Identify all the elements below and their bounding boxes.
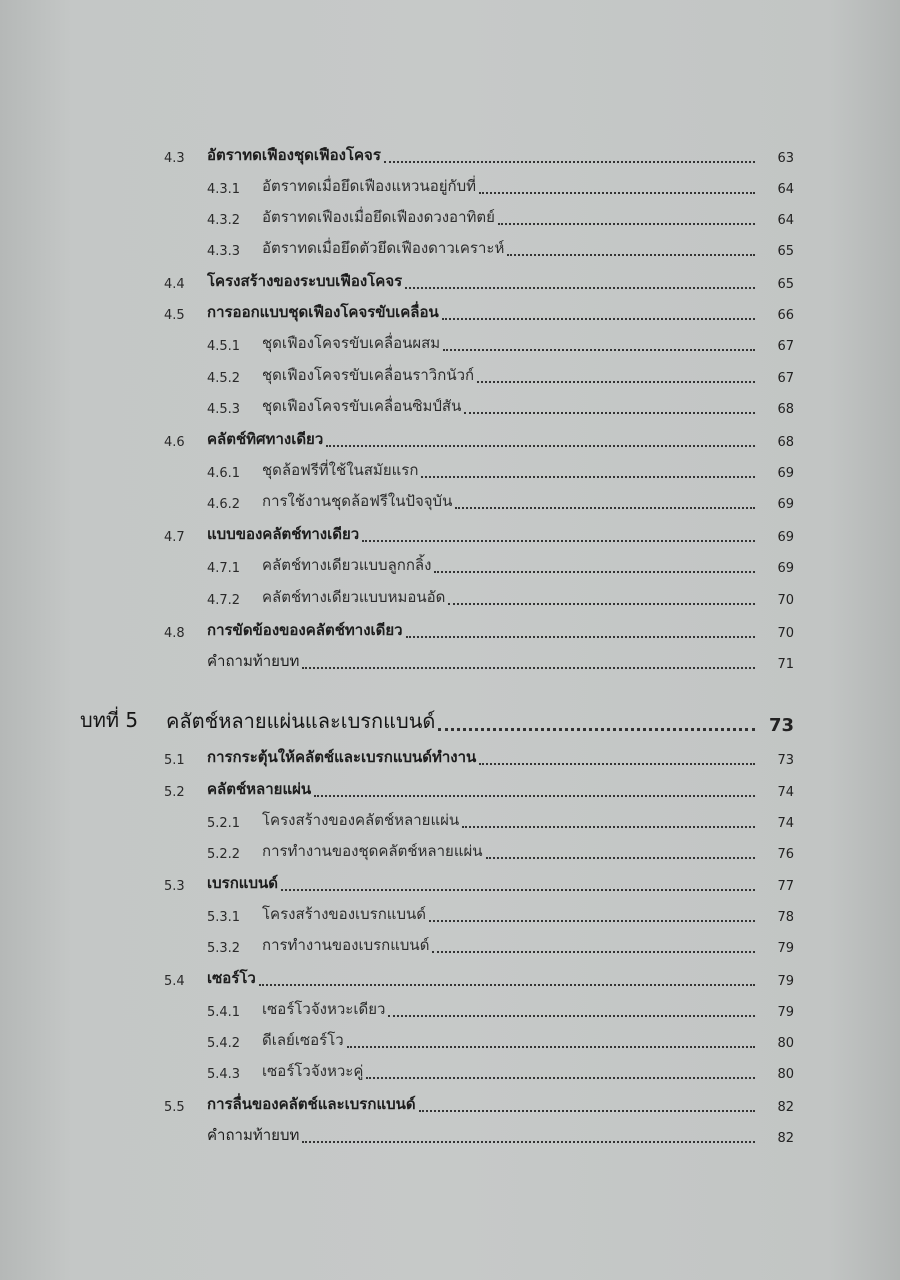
dotted-leader xyxy=(479,192,755,194)
toc-entry-title: อัตราทดเฟืองเมื่อยึดเฟืองดวงอาทิตย์ xyxy=(262,208,495,226)
dotted-leader xyxy=(384,161,755,163)
dotted-leader xyxy=(448,603,755,605)
toc-page-number: 65 xyxy=(777,277,794,292)
toc-entry-number: 4.5 xyxy=(164,308,185,323)
toc-entry-title: อัตราทดเมื่อยึดตัวยึดเฟืองดาวเคราะห์ xyxy=(262,239,505,257)
dotted-leader xyxy=(347,1046,755,1048)
toc-page-number: 69 xyxy=(777,561,794,576)
dotted-leader xyxy=(432,951,755,953)
toc-entry xyxy=(0,749,900,771)
toc-page-number: 80 xyxy=(777,1036,794,1051)
toc-entry-number: 5.5 xyxy=(164,1100,185,1115)
toc-entry-title: ชุดเฟืองโคจรขับเคลื่อนซิมป์สัน xyxy=(262,397,462,415)
toc-page-number: 69 xyxy=(777,497,794,512)
toc-entry xyxy=(0,398,900,420)
toc-entry xyxy=(0,875,900,897)
toc-entry-title: คำถามท้ายบท xyxy=(207,652,300,670)
toc-entry xyxy=(0,589,900,611)
toc-entry-number: 5.4.1 xyxy=(207,1005,241,1020)
toc-entry-title: คำถามท้ายบท xyxy=(207,1126,300,1144)
dotted-leader xyxy=(443,349,755,351)
dotted-leader xyxy=(362,540,755,542)
toc-page-number: 63 xyxy=(777,151,794,166)
toc-page-number: 82 xyxy=(777,1131,794,1146)
toc-entry xyxy=(0,1032,900,1054)
toc-entry-number: 5.3.2 xyxy=(207,941,241,956)
dotted-leader xyxy=(455,507,755,509)
toc-page-number: 79 xyxy=(777,974,794,989)
toc-entry-number: 5.1 xyxy=(164,753,185,768)
toc-entry xyxy=(0,812,900,834)
toc-entry-title: อัตราทดเมื่อยึดเฟืองแหวนอยู่กับที่ xyxy=(262,177,477,195)
toc-entry-number: 4.3.3 xyxy=(207,244,241,259)
toc-entry xyxy=(0,178,900,200)
dotted-leader xyxy=(281,889,755,891)
toc-entry xyxy=(0,273,900,295)
toc-entry xyxy=(0,937,900,959)
dotted-leader xyxy=(507,254,755,256)
toc-page-number: 76 xyxy=(777,847,794,862)
toc-page-number: 82 xyxy=(777,1100,794,1115)
toc-page-number: 73 xyxy=(768,715,794,736)
toc-entry xyxy=(0,240,900,262)
toc-page-number: 68 xyxy=(777,435,794,450)
toc-entry-title: การใช้งานชุดล้อฟรีในปัจจุบัน xyxy=(262,492,453,510)
toc-page-number: 67 xyxy=(777,371,794,386)
toc-entry-title: คลัตช์หลายแผ่น xyxy=(207,780,312,798)
toc-entry-number: 4.6 xyxy=(164,435,185,450)
dotted-leader xyxy=(326,445,755,447)
toc-entry-title: โครงสร้างของคลัตช์หลายแผ่น xyxy=(262,811,460,829)
toc-page-number: 64 xyxy=(777,182,794,197)
dotted-leader xyxy=(462,826,755,828)
toc-entry-number: 5.4.3 xyxy=(207,1067,241,1082)
toc-entry-title: เบรกแบนด์ xyxy=(207,874,278,892)
toc-entry-number: 4.7.1 xyxy=(207,561,241,576)
toc-entry-number: 4.6.2 xyxy=(207,497,241,512)
toc-page-number: 73 xyxy=(777,753,794,768)
toc-page-number: 67 xyxy=(777,339,794,354)
toc-entry-title: การทำงานของเบรกแบนด์ xyxy=(262,936,430,954)
toc-entry-title: คลัตช์ทางเดียวแบบหมอนอัด xyxy=(262,588,446,606)
dotted-leader xyxy=(479,763,755,765)
toc-entry xyxy=(0,493,900,515)
toc-entry-title: การขัดข้องของคลัตช์ทางเดียว xyxy=(207,621,403,639)
toc-entry xyxy=(0,526,900,548)
toc-page-number: 66 xyxy=(777,308,794,323)
toc-page-number: 74 xyxy=(777,785,794,800)
toc-entry-number: 4.3.1 xyxy=(207,182,241,197)
toc-entry xyxy=(0,653,900,675)
dotted-leader xyxy=(406,636,755,638)
toc-entry-number: 4.3.2 xyxy=(207,213,241,228)
toc-entry xyxy=(0,557,900,579)
toc-entry-title: ชุดเฟืองโคจรขับเคลื่อนราวิกนัวก์ xyxy=(262,366,475,384)
toc-entry-number: 5.2.1 xyxy=(207,816,241,831)
toc-entry-title: เซอร์โวจังหวะคู่ xyxy=(262,1062,364,1080)
toc-entry-number: 4.7 xyxy=(164,530,185,545)
toc-entry-title: เซอร์โว xyxy=(207,969,256,987)
toc-page-number: 79 xyxy=(777,1005,794,1020)
dotted-leader xyxy=(421,476,755,478)
toc-entry-title: แบบของคลัตช์ทางเดียว xyxy=(207,525,360,543)
toc-entry xyxy=(0,622,900,644)
toc-entry-number: 5.2.2 xyxy=(207,847,241,862)
toc-entry xyxy=(0,367,900,389)
dotted-leader xyxy=(259,984,755,986)
toc-entry-number: 5.2 xyxy=(164,785,185,800)
toc-page-number: 77 xyxy=(777,879,794,894)
dotted-leader xyxy=(477,381,755,383)
toc-entry-title: คลัตช์หลายแผ่นและเบรกแบนด์ xyxy=(166,709,436,733)
toc-page-number: 70 xyxy=(777,626,794,641)
toc-page-number: 69 xyxy=(777,466,794,481)
toc-entry xyxy=(0,970,900,992)
dotted-leader xyxy=(405,287,755,289)
toc-entry-title: โครงสร้างของเบรกแบนด์ xyxy=(262,905,426,923)
toc-page-number: 65 xyxy=(777,244,794,259)
toc-page-number: 69 xyxy=(777,530,794,545)
dotted-leader xyxy=(388,1015,755,1017)
toc-page-number: 74 xyxy=(777,816,794,831)
toc-entry xyxy=(0,906,900,928)
toc-entry-number: 5.4 xyxy=(164,974,185,989)
toc-entry xyxy=(0,431,900,453)
toc-entry-number: 4.3 xyxy=(164,151,185,166)
toc-entry-title: ดีเลย์เซอร์โว xyxy=(262,1031,344,1049)
dotted-leader xyxy=(438,728,755,731)
toc-entry xyxy=(0,1001,900,1023)
toc-entry-title: การกระตุ้นให้คลัตช์และเบรกแบนด์ทำงาน xyxy=(207,748,477,766)
toc-entry xyxy=(0,335,900,357)
dotted-leader xyxy=(302,667,755,669)
toc-page-number: 64 xyxy=(777,213,794,228)
dotted-leader xyxy=(429,920,755,922)
toc-entry xyxy=(0,462,900,484)
toc-entry xyxy=(0,147,900,169)
dotted-leader xyxy=(419,1110,755,1112)
toc-entry-number: 5.3 xyxy=(164,879,185,894)
toc-entry xyxy=(0,843,900,865)
dotted-leader xyxy=(464,412,755,414)
toc-entry-title: การทำงานของชุดคลัตช์หลายแผ่น xyxy=(262,842,483,860)
toc-entry-title: การลื่นของคลัตช์และเบรกแบนด์ xyxy=(207,1095,416,1113)
toc-page-number: 80 xyxy=(777,1067,794,1082)
toc-entry-title: ชุดล้อฟรีที่ใช้ในสมัยแรก xyxy=(262,461,419,479)
toc-entry-number: 5.3.1 xyxy=(207,910,241,925)
toc-entry-number: 4.4 xyxy=(164,277,185,292)
toc-entry-number: บทที่ 5 xyxy=(80,708,139,732)
toc-entry-title: โครงสร้างของระบบเฟืองโคจร xyxy=(207,272,403,290)
toc-page-number: 78 xyxy=(777,910,794,925)
toc-page-number: 68 xyxy=(777,402,794,417)
toc-page-number: 70 xyxy=(777,593,794,608)
toc-page-number: 79 xyxy=(777,941,794,956)
toc-chapter-row xyxy=(0,709,900,739)
dotted-leader xyxy=(366,1077,755,1079)
toc-entry xyxy=(0,781,900,803)
dotted-leader xyxy=(486,857,755,859)
toc-entry-title: ชุดเฟืองโคจรขับเคลื่อนผสม xyxy=(262,334,441,352)
dotted-leader xyxy=(314,795,755,797)
toc-entry xyxy=(0,209,900,231)
dotted-leader xyxy=(498,223,755,225)
toc-entry-title: เซอร์โวจังหวะเดียว xyxy=(262,1000,386,1018)
toc-entry-number: 4.6.1 xyxy=(207,466,241,481)
toc-entry-number: 4.5.3 xyxy=(207,402,241,417)
toc-entry-number: 4.5.2 xyxy=(207,371,241,386)
toc-entry xyxy=(0,304,900,326)
toc-entry xyxy=(0,1063,900,1085)
toc-entry xyxy=(0,1096,900,1118)
toc-entry xyxy=(0,1127,900,1149)
toc-entry-number: 5.4.2 xyxy=(207,1036,241,1051)
toc-entry-title: อัตราทดเฟืองชุดเฟืองโคจร xyxy=(207,146,381,164)
toc-entry-title: การออกแบบชุดเฟืองโคจรขับเคลื่อน xyxy=(207,303,439,321)
toc-page-number: 71 xyxy=(777,657,794,672)
toc-entry-title: คลัตช์ทางเดียวแบบลูกกลิ้ง xyxy=(262,556,432,574)
dotted-leader xyxy=(302,1141,755,1143)
dotted-leader xyxy=(434,571,755,573)
toc-entry-number: 4.8 xyxy=(164,626,185,641)
dotted-leader xyxy=(442,318,755,320)
toc-entry-title: คลัตช์ทิศทางเดียว xyxy=(207,430,324,448)
toc-entry-number: 4.7.2 xyxy=(207,593,241,608)
toc-entry-number: 4.5.1 xyxy=(207,339,241,354)
